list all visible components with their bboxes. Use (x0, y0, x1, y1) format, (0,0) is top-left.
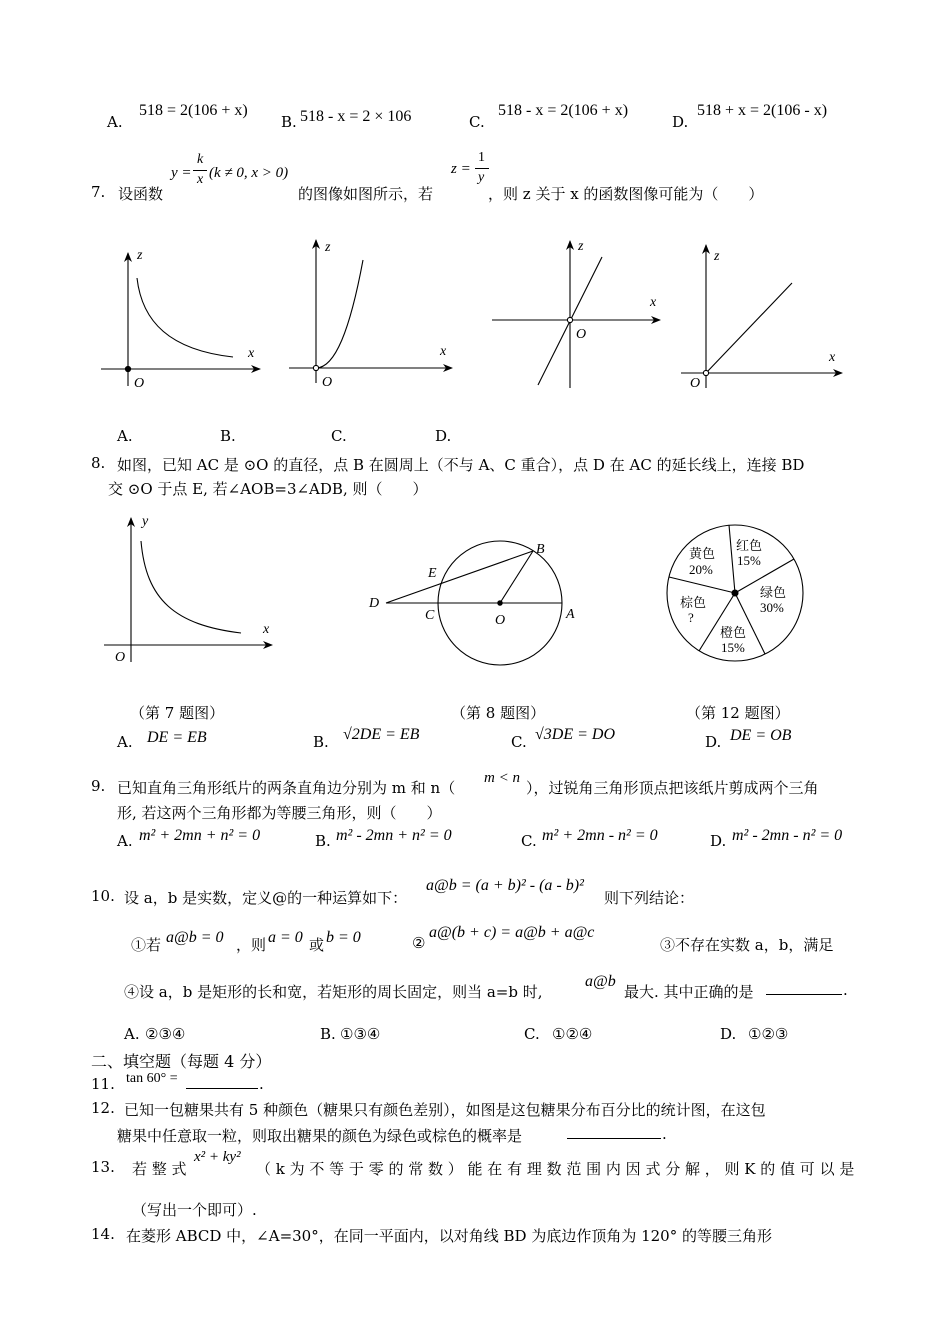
q9-option-c-letter: C. (521, 832, 537, 850)
pie-divider-1 (729, 525, 735, 593)
pie-pct-red: 15% (737, 553, 761, 568)
q8-option-c-expr: √3DE = DO (535, 726, 616, 743)
q10-number: 10. (91, 887, 115, 905)
fig7-x-label: x (263, 622, 270, 637)
q10-option-c-expr: ①②④ (552, 1025, 593, 1043)
pie-label-brown: 棕色 (680, 595, 707, 610)
q8-number: 8. (91, 454, 106, 472)
q10-c1-pre: ①若 (131, 936, 162, 954)
q9-option-c-expr: m² + 2mn - n² = 0 (542, 827, 658, 844)
q10-option-b-expr: ①③④ (340, 1025, 381, 1043)
pie-label-yellow: 黄色 (689, 546, 716, 561)
q9-condition: m < n (484, 770, 520, 786)
q11-answer-blank[interactable] (186, 1088, 258, 1089)
graph-b-z-label: z (325, 240, 331, 255)
q12-line2: 糖果中任意取一粒，则取出糖果的颜色为绿色或棕色的概率是 (117, 1127, 523, 1145)
q7-option-b: B. (220, 427, 236, 445)
q10-c1-c: b = 0 (326, 929, 361, 946)
fig8-c-label: C (425, 608, 435, 623)
q13-post: （ k 为 不 等 于 零 的 常 数 ） 能 在 有 理 数 范 围 内 因 式 分 解 ， 则 K 的 值 可 以 是 (256, 1160, 855, 1178)
fig7-o-label: O (115, 650, 126, 665)
q7-func-num: k (197, 152, 204, 167)
q12-end: . (662, 1125, 667, 1143)
graph-d-z-label: z (714, 249, 720, 264)
graph-c-o-label: O (576, 327, 587, 342)
fig8-o-label: O (495, 613, 506, 628)
pie-label-green: 绿色 (760, 585, 787, 600)
q9-number: 9. (91, 777, 106, 795)
q7-number: 7. (91, 183, 106, 201)
q13-pre: 若 整 式 (132, 1160, 187, 1178)
q6-option-d-letter: D. (672, 113, 689, 131)
q7-post: ，则 z 关于 x 的函数图像可能为（ ） (488, 185, 764, 203)
q10-c1-mid: ，则 (236, 936, 267, 954)
q8-option-b-expr: √2DE = EB (343, 726, 420, 743)
q10-c4-expr: a@b (585, 973, 616, 990)
fig8-d-label: D (369, 596, 380, 611)
graph-b-x-label: x (440, 344, 447, 359)
q10-c1-a: a@b = 0 (166, 929, 224, 946)
q12-number: 12. (91, 1099, 115, 1117)
q12-answer-blank[interactable] (567, 1138, 661, 1139)
q7-func-cond: (k ≠ 0, x > 0) (209, 165, 289, 181)
q11-number: 11. (91, 1075, 115, 1093)
graph-a-o-label: O (134, 376, 145, 391)
q10-option-a-letter: A. (124, 1025, 140, 1043)
q10-c4-pre: ④设 a，b 是矩形的长和宽，若矩形的周长固定，则当 a=b 时, (124, 983, 543, 1001)
q10-c2: a@(b + c) = a@b + a@c (429, 924, 595, 941)
caption-fig7: （第 7 题图） (130, 704, 225, 722)
q13-line2: （写出一个即可）. (132, 1201, 257, 1219)
q14-line1: 在菱形 ABCD 中，∠A=30°，在同一平面内，以对角线 BD 为底边作顶角为 120° 的等腰三角形 (126, 1227, 772, 1245)
q9-option-a-expr: m² + 2mn + n² = 0 (139, 827, 261, 844)
pie-pct-yellow: 20% (689, 562, 713, 577)
graph-a-x-label: x (248, 346, 255, 361)
q6-option-b-letter: B. (281, 113, 297, 131)
q10-pre: 设 a，b 是实数，定义@的一种运算如下： (124, 889, 408, 907)
graph-a-z-label: z (137, 248, 143, 263)
q8-option-a-letter: A. (117, 733, 133, 751)
q9-line1a: 已知直角三角形纸片的两条直角边分别为 m 和 n（ (117, 779, 456, 797)
q10-option-c-letter: C. (524, 1025, 540, 1043)
graph-c-z-label: z (578, 239, 584, 254)
q7-z-num: 1 (478, 150, 485, 165)
q11-expr: tan 60° = (126, 1071, 178, 1086)
q7-option-a: A. (117, 427, 133, 445)
q10-c2-pre: ② (412, 934, 426, 952)
q9-option-a-letter: A. (117, 832, 133, 850)
q8-line1: 如图，已知 AC 是 ⊙O 的直径，点 B 在圆周上（不与 A、C 重合），点 D 在 AC 的延长线上，连接 BD (117, 456, 805, 474)
q10-post: 则下列结论： (604, 889, 695, 907)
q9-option-d-expr: m² - 2mn - n² = 0 (732, 827, 843, 844)
q10-c4-post: 最大. 其中正确的是 (624, 983, 754, 1001)
pie-pct-orange: 15% (721, 640, 745, 655)
graph-c-x-label: x (650, 295, 657, 310)
q6-option-b-expr: 518 - x = 2 × 106 (300, 108, 412, 125)
q8-line2: 交 ⊙O 于点 E, 若∠AOB=3∠ADB, 则（ ） (108, 480, 428, 498)
fig7-y-label: y (142, 514, 149, 529)
q9-option-b-letter: B. (315, 832, 331, 850)
q7-option-c: C. (331, 427, 347, 445)
fig8-b-label: B (536, 542, 545, 557)
q9-line1b: ），过锐角三角形顶点把该纸片剪成两个三角 (526, 779, 819, 797)
q10-c3: ③不存在实数 a，b，满足 (660, 936, 834, 954)
pie-center-dot (732, 590, 738, 596)
q10-option-a-expr: ②③④ (145, 1025, 186, 1043)
q9-option-b-expr: m² - 2mn + n² = 0 (336, 827, 452, 844)
q6-option-c-letter: C. (469, 113, 485, 131)
q7-func-left: y = (171, 165, 192, 181)
q8-option-d-expr: DE = OB (730, 727, 792, 744)
graph-d-o-label: O (690, 376, 701, 391)
q14-number: 14. (91, 1225, 115, 1243)
q9-line2: 形, 若这两个三角形都为等腰三角形，则（ ） (117, 804, 442, 822)
q10-c1-b: a = 0 (268, 929, 303, 946)
q10-c4-end: . (843, 981, 848, 999)
fig8-e-label: E (428, 566, 437, 581)
q8-option-c-letter: C. (511, 733, 527, 751)
pie-pct-green: 30% (760, 600, 784, 615)
pie-label-red: 红色 (736, 538, 763, 553)
q10-option-b-letter: B. (320, 1025, 336, 1043)
q7-option-d: D. (435, 427, 452, 445)
q9-option-d-letter: D. (710, 832, 727, 850)
q7-z-left: z = (451, 161, 471, 177)
q7-func-den: x (197, 172, 204, 187)
pie-label-orange: 橙色 (720, 625, 747, 640)
graph-b-o-label: O (322, 375, 333, 390)
q6-option-a-letter: A. (107, 113, 123, 131)
caption-fig12: （第 12 题图） (686, 704, 790, 722)
fig8-a-label: A (566, 607, 575, 622)
pie-pct-brown: ? (688, 610, 694, 625)
q10-option-d-expr: ①②③ (748, 1025, 789, 1043)
q10-option-d-letter: D. (720, 1025, 737, 1043)
q6-option-a-expr: 518 = 2(106 + x) (139, 102, 248, 119)
q13-expr: x² + ky² (194, 1149, 241, 1165)
q6-option-d-expr: 518 + x = 2(106 - x) (697, 102, 828, 119)
q13-number: 13. (91, 1158, 115, 1176)
q6-option-c-expr: 518 - x = 2(106 + x) (498, 102, 629, 119)
graph-d-x-label: x (829, 350, 836, 365)
q8-option-a-expr: DE = EB (147, 729, 207, 746)
q10-c1-or: 或 (309, 936, 325, 954)
q8-option-d-letter: D. (705, 733, 722, 751)
q7-mid: 的图像如图所示，若 (298, 185, 434, 203)
caption-fig8: （第 8 题图） (451, 704, 546, 722)
q7-pre: 设函数 (118, 185, 164, 203)
q10-definition: a@b = (a + b)² - (a - b)² (426, 877, 584, 894)
q11-end: . (259, 1075, 264, 1093)
q7-z-den: y (478, 170, 485, 185)
pie-divider-5 (669, 577, 735, 593)
section-2-heading: 二、填空题（每题 4 分） (91, 1052, 272, 1071)
q12-line1: 已知一包糖果共有 5 种颜色（糖果只有颜色差别），如图是这包糖果分布百分比的统计图，在这包 (124, 1101, 766, 1119)
q10-answer-blank[interactable] (766, 994, 842, 995)
q8-option-b-letter: B. (313, 733, 329, 751)
